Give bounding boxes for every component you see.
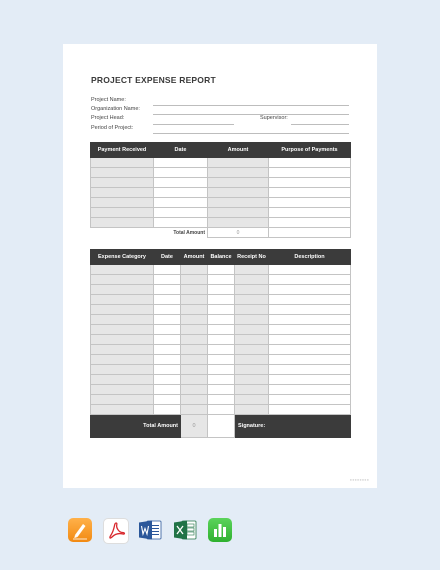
table-cell[interactable] [208, 158, 269, 168]
table-cell[interactable] [91, 285, 154, 295]
table-cell[interactable] [235, 315, 269, 325]
table-cell[interactable] [208, 345, 235, 355]
table-cell[interactable] [269, 395, 351, 405]
table-cell[interactable] [91, 178, 154, 188]
table-cell[interactable] [181, 275, 208, 285]
table-cell[interactable] [269, 285, 351, 295]
expenses-row [91, 295, 351, 305]
word-icon[interactable] [138, 518, 162, 542]
payments-header-row [91, 143, 351, 158]
table-cell[interactable] [235, 405, 269, 415]
table-cell[interactable] [91, 385, 154, 395]
table-cell[interactable] [181, 355, 208, 365]
table-cell[interactable] [269, 198, 351, 208]
table-cell[interactable] [235, 385, 269, 395]
table-cell[interactable] [154, 385, 181, 395]
table-cell[interactable] [91, 188, 154, 198]
payments-row [91, 188, 351, 198]
table-cell[interactable] [208, 385, 235, 395]
document-page [63, 44, 377, 488]
table-cell[interactable] [154, 365, 181, 375]
project-head-field[interactable] [153, 124, 234, 125]
table-cell[interactable] [269, 325, 351, 335]
table-cell[interactable] [181, 395, 208, 405]
payments-header-cell: Purpose of Payments [269, 143, 351, 158]
table-cell[interactable] [208, 325, 235, 335]
project-name-field[interactable] [153, 105, 349, 106]
table-cell[interactable] [235, 265, 269, 275]
table-cell[interactable] [269, 305, 351, 315]
table-cell[interactable] [269, 355, 351, 365]
table-cell[interactable] [269, 208, 351, 218]
table-cell[interactable] [269, 315, 351, 325]
pages-icon[interactable] [68, 518, 92, 542]
excel-icon[interactable] [173, 518, 197, 542]
table-cell[interactable] [91, 355, 154, 365]
table-cell[interactable] [269, 385, 351, 395]
table-cell[interactable] [269, 158, 351, 168]
table-cell[interactable] [154, 315, 181, 325]
expenses-row [91, 265, 351, 275]
table-cell[interactable] [235, 395, 269, 405]
table-cell[interactable] [181, 365, 208, 375]
period-label: Period of Project: [91, 125, 134, 131]
table-cell[interactable] [154, 395, 181, 405]
table-cell[interactable] [154, 188, 208, 198]
organization-name-field[interactable] [153, 114, 349, 115]
table-cell[interactable] [181, 295, 208, 305]
table-cell[interactable] [235, 345, 269, 355]
table-cell[interactable] [181, 335, 208, 345]
table-cell[interactable] [154, 158, 208, 168]
expenses-total-value: 0 [181, 415, 208, 438]
table-cell[interactable] [91, 405, 154, 415]
table-cell[interactable] [91, 325, 154, 335]
payments-row [91, 218, 351, 228]
table-cell[interactable] [91, 335, 154, 345]
table-cell[interactable] [269, 375, 351, 385]
table-cell[interactable] [181, 405, 208, 415]
expenses-row [91, 355, 351, 365]
table-cell[interactable] [208, 188, 269, 198]
expenses-header-cell: Receipt No [235, 250, 269, 265]
table-cell[interactable] [91, 168, 154, 178]
table-cell[interactable] [208, 178, 269, 188]
table-cell[interactable] [269, 275, 351, 285]
table-cell[interactable] [269, 335, 351, 345]
payments-row [91, 168, 351, 178]
table-cell[interactable] [181, 385, 208, 395]
table-cell[interactable] [269, 365, 351, 375]
organization-name-label: Organization Name: [91, 106, 140, 112]
payments-total-row [91, 228, 351, 238]
table-cell[interactable] [154, 218, 208, 228]
table-cell[interactable] [91, 395, 154, 405]
table-cell[interactable] [154, 168, 208, 178]
table-cell[interactable] [181, 285, 208, 295]
table-cell[interactable] [91, 345, 154, 355]
table-cell[interactable] [181, 305, 208, 315]
table-cell[interactable] [208, 395, 235, 405]
table-cell[interactable] [154, 295, 181, 305]
table-cell[interactable] [269, 405, 351, 415]
expenses-row [91, 305, 351, 315]
table-cell[interactable] [235, 305, 269, 315]
expenses-header-row [91, 250, 351, 265]
table-cell[interactable] [154, 375, 181, 385]
expenses-row [91, 315, 351, 325]
pdf-icon[interactable] [103, 518, 129, 544]
table-cell[interactable] [154, 345, 181, 355]
project-name-label: Project Name: [91, 97, 126, 103]
table-cell[interactable] [208, 305, 235, 315]
payments-table [90, 142, 351, 238]
payments-total-value: 0 [208, 228, 269, 238]
table-cell[interactable] [235, 285, 269, 295]
table-cell[interactable] [269, 295, 351, 305]
table-cell[interactable] [154, 335, 181, 345]
table-cell[interactable] [91, 265, 154, 275]
expenses-row [91, 395, 351, 405]
payments-header-cell: Amount [208, 143, 269, 158]
table-cell[interactable] [235, 365, 269, 375]
project-head-label: Project Head: [91, 115, 125, 121]
table-cell[interactable] [208, 335, 235, 345]
table-cell[interactable] [91, 275, 154, 285]
numbers-icon[interactable] [208, 518, 232, 542]
expenses-header-cell: Balance [208, 250, 235, 265]
expenses-row [91, 345, 351, 355]
table-cell[interactable] [154, 405, 181, 415]
table-cell[interactable] [91, 305, 154, 315]
payments-row [91, 208, 351, 218]
payments-row [91, 158, 351, 168]
table-cell[interactable] [208, 265, 235, 275]
table-cell[interactable] [208, 218, 269, 228]
table-cell[interactable] [269, 345, 351, 355]
table-cell[interactable] [235, 335, 269, 345]
watermark: ●●●●●●●● [349, 477, 369, 482]
table-cell[interactable] [154, 265, 181, 275]
expenses-header-cell: Expense Category [91, 250, 154, 265]
table-cell[interactable] [235, 325, 269, 335]
payments-total-label: Total Amount [154, 228, 208, 238]
table-cell[interactable] [91, 375, 154, 385]
expenses-header-cell: Amount [181, 250, 208, 265]
table-cell[interactable] [269, 218, 351, 228]
table-cell[interactable] [208, 168, 269, 178]
table-cell[interactable] [181, 345, 208, 355]
table-cell[interactable] [154, 275, 181, 285]
table-cell[interactable] [208, 405, 235, 415]
expenses-row [91, 375, 351, 385]
table-cell[interactable] [154, 355, 181, 365]
table-cell[interactable] [235, 275, 269, 285]
table-cell[interactable] [235, 355, 269, 365]
table-cell[interactable] [208, 375, 235, 385]
table-cell[interactable] [269, 178, 351, 188]
table-cell[interactable] [91, 365, 154, 375]
table-cell[interactable] [154, 208, 208, 218]
table-cell[interactable] [154, 325, 181, 335]
table-cell[interactable] [208, 285, 235, 295]
expenses-total-row [91, 415, 351, 438]
table-cell[interactable] [269, 265, 351, 275]
table-cell[interactable] [269, 168, 351, 178]
expenses-row [91, 385, 351, 395]
period-field[interactable] [153, 133, 349, 134]
table-cell[interactable] [91, 315, 154, 325]
table-cell[interactable] [181, 325, 208, 335]
supervisor-label: Supervisor: [260, 115, 288, 121]
expenses-total-label: Total Amount [91, 415, 181, 438]
table-cell[interactable] [181, 315, 208, 325]
supervisor-field[interactable] [291, 124, 349, 125]
expenses-table [90, 249, 351, 438]
expenses-header-cell: Description [269, 250, 351, 265]
expenses-header-cell: Date [154, 250, 181, 265]
table-cell[interactable] [91, 218, 154, 228]
table-cell[interactable] [181, 375, 208, 385]
expenses-row [91, 325, 351, 335]
expenses-row [91, 405, 351, 415]
table-cell[interactable] [235, 295, 269, 305]
table-cell[interactable] [154, 178, 208, 188]
expenses-row [91, 275, 351, 285]
expenses-row [91, 285, 351, 295]
table-cell[interactable] [91, 198, 154, 208]
table-cell[interactable] [154, 305, 181, 315]
table-cell[interactable] [154, 285, 181, 295]
table-cell[interactable] [91, 295, 154, 305]
table-cell[interactable] [269, 188, 351, 198]
signature-label: Signature: [235, 415, 351, 438]
expenses-row [91, 365, 351, 375]
payments-row [91, 178, 351, 188]
table-cell[interactable] [208, 355, 235, 365]
table-cell[interactable] [91, 208, 154, 218]
table-cell[interactable] [181, 265, 208, 275]
payments-header-cell: Payment Received [91, 143, 154, 158]
payments-row [91, 198, 351, 208]
table-cell[interactable] [208, 198, 269, 208]
report-title: PROJECT EXPENSE REPORT [91, 75, 216, 85]
table-cell[interactable] [208, 275, 235, 285]
table-cell[interactable] [91, 158, 154, 168]
table-cell[interactable] [235, 375, 269, 385]
expenses-row [91, 335, 351, 345]
table-cell[interactable] [208, 208, 269, 218]
table-cell[interactable] [208, 315, 235, 325]
table-cell[interactable] [154, 198, 208, 208]
payments-header-cell: Date [154, 143, 208, 158]
table-cell[interactable] [208, 295, 235, 305]
table-cell[interactable] [208, 365, 235, 375]
